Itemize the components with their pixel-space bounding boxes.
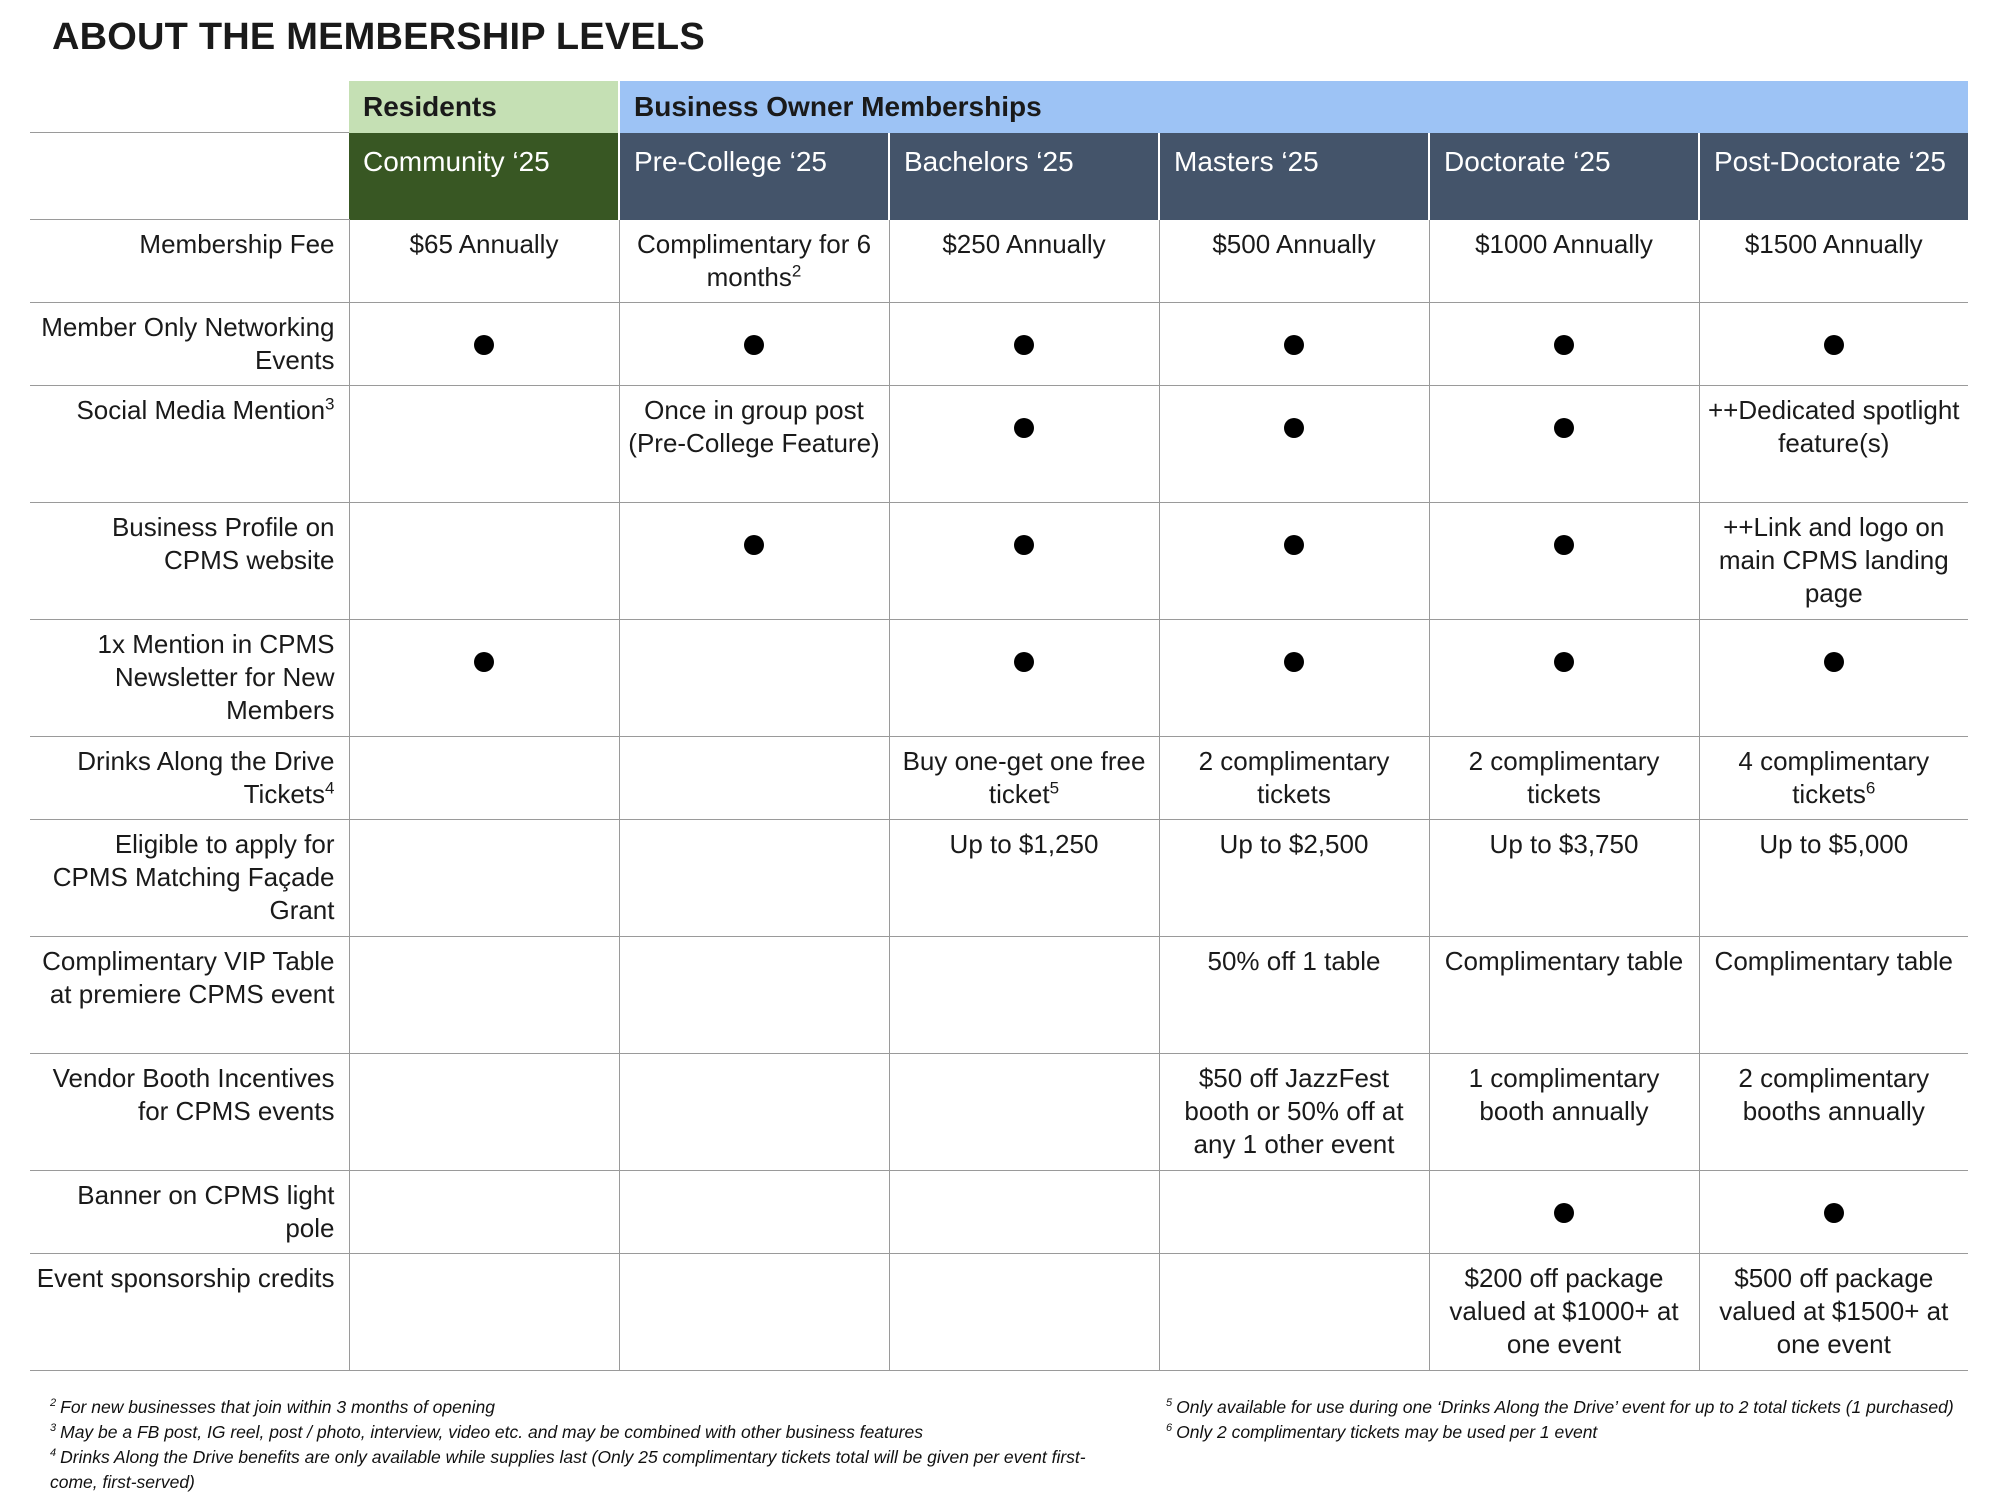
- grant-community: [349, 820, 619, 937]
- row-label: Banner on CPMS light pole: [30, 1171, 349, 1254]
- membership-table: [30, 81, 1968, 1371]
- vendor-masters: $50 off JazzFest booth or 50% off at any 1 other event: [1159, 1054, 1429, 1171]
- footnotes-right: [1166, 1395, 1956, 1445]
- fee-post-doctorate: $1500 Annually: [1699, 220, 1968, 303]
- banner-community: [349, 1171, 619, 1254]
- bullet-dot: [1824, 335, 1844, 355]
- tier-doctorate: Doctorate ‘25: [1429, 133, 1699, 220]
- bullet-dot: [1284, 418, 1304, 438]
- bullet-dot: [474, 652, 494, 672]
- bullet-dot: [1284, 535, 1304, 555]
- vip-masters: 50% off 1 table: [1159, 937, 1429, 1054]
- row-label: Vendor Booth Incentives for CPMS events: [30, 1054, 349, 1171]
- tier-header-row: [30, 133, 1968, 220]
- fee-pre-college: Complimentary for 6 months$^2$: [619, 220, 889, 303]
- tier-bachelors: Bachelors ‘25: [889, 133, 1159, 220]
- footnote: $^3$ May be a FB post, IG reel, post / photo, interview, video etc. and may be combined with other business features: [50, 1422, 923, 1442]
- newsletter-pre-college: [619, 620, 889, 737]
- tier-masters: Masters ‘25: [1159, 133, 1429, 220]
- row-label: Social Media Mention$^3$: [30, 386, 349, 503]
- drinks-post-doctorate: 4 complimentary tickets$^6$: [1699, 737, 1968, 820]
- drinks-bachelors: Buy one-get one free ticket$^5$: [889, 737, 1159, 820]
- row-label: Drinks Along the Drive Tickets$^4$: [30, 737, 349, 820]
- bullet-dot: [1284, 652, 1304, 672]
- sponsorship-community: [349, 1254, 619, 1371]
- bullet-dot: [1554, 1203, 1574, 1223]
- sponsorship-doctorate: $200 off package valued at $1000+ at one event: [1429, 1254, 1699, 1371]
- footnote: $^6$ Only 2 complimentary tickets may be used per 1 event: [1166, 1422, 1598, 1442]
- grant-masters: Up to $2,500: [1159, 820, 1429, 937]
- networking-pre-college: [619, 303, 889, 386]
- networking-masters: [1159, 303, 1429, 386]
- bullet-dot: [1554, 335, 1574, 355]
- bullet-dot: [1284, 335, 1304, 355]
- footnote: $^4$ Drinks Along the Drive benefits are only available while supplies last (Only 25 complimentary tickets total will be given per event first-come, first-served): [50, 1447, 1086, 1492]
- grant-pre-college: [619, 820, 889, 937]
- bullet-dot: [744, 535, 764, 555]
- profile-pre-college: [619, 503, 889, 620]
- tier-pre-college: Pre-College ‘25: [619, 133, 889, 220]
- social-post-doctorate: ++Dedicated spotlight feature(s): [1699, 386, 1968, 503]
- newsletter-bachelors: [889, 620, 1159, 737]
- networking-community: [349, 303, 619, 386]
- grant-post-doctorate: Up to $5,000: [1699, 820, 1968, 937]
- networking-bachelors: [889, 303, 1159, 386]
- row-vendor-booth: [30, 1054, 1968, 1171]
- newsletter-doctorate: [1429, 620, 1699, 737]
- bullet-dot: [1824, 652, 1844, 672]
- newsletter-masters: [1159, 620, 1429, 737]
- grant-bachelors: Up to $1,250: [889, 820, 1159, 937]
- drinks-doctorate: 2 complimentary tickets: [1429, 737, 1699, 820]
- sponsorship-bachelors: [889, 1254, 1159, 1371]
- social-doctorate: [1429, 386, 1699, 503]
- vendor-community: [349, 1054, 619, 1171]
- row-facade-grant: [30, 820, 1968, 937]
- vip-bachelors: [889, 937, 1159, 1054]
- profile-bachelors: [889, 503, 1159, 620]
- footnotes-left: [50, 1395, 1130, 1495]
- row-label: Complimentary VIP Table at premiere CPMS event: [30, 937, 349, 1054]
- sponsorship-post-doctorate: $500 off package valued at $1500+ at one event: [1699, 1254, 1968, 1371]
- row-label: Eligible to apply for CPMS Matching Façade Grant: [30, 820, 349, 937]
- social-masters: [1159, 386, 1429, 503]
- social-pre-college: Once in group post (Pre-College Feature): [619, 386, 889, 503]
- row-banner: [30, 1171, 1968, 1254]
- social-bachelors: [889, 386, 1159, 503]
- banner-doctorate: [1429, 1171, 1699, 1254]
- row-membership-fee: [30, 220, 1968, 303]
- footnote-ref: 3: [325, 394, 335, 414]
- newsletter-community: [349, 620, 619, 737]
- tier-post-doctorate: Post-Doctorate ‘25: [1699, 133, 1968, 220]
- vip-doctorate: Complimentary table: [1429, 937, 1699, 1054]
- fee-community: $65 Annually: [349, 220, 619, 303]
- group-header-row: [30, 81, 1968, 133]
- banner-pre-college: [619, 1171, 889, 1254]
- networking-doctorate: [1429, 303, 1699, 386]
- bullet-dot: [474, 335, 494, 355]
- vip-post-doctorate: Complimentary table: [1699, 937, 1968, 1054]
- bullet-dot: [1554, 535, 1574, 555]
- group-business-owner: Business Owner Memberships: [619, 81, 1968, 133]
- fee-doctorate: $1000 Annually: [1429, 220, 1699, 303]
- row-label: Member Only Networking Events: [30, 303, 349, 386]
- bullet-dot: [744, 335, 764, 355]
- banner-masters: [1159, 1171, 1429, 1254]
- footnote: $^2$ For new businesses that join within 3 months of opening: [50, 1397, 495, 1417]
- group-residents: Residents: [349, 81, 619, 133]
- row-newsletter: [30, 620, 1968, 737]
- bullet-dot: [1824, 1203, 1844, 1223]
- page-title: ABOUT THE MEMBERSHIP LEVELS: [52, 16, 705, 58]
- sponsorship-pre-college: [619, 1254, 889, 1371]
- bullet-dot: [1014, 418, 1034, 438]
- row-label: Event sponsorship credits: [30, 1254, 349, 1371]
- banner-post-doctorate: [1699, 1171, 1968, 1254]
- drinks-community: [349, 737, 619, 820]
- bullet-dot: [1014, 652, 1034, 672]
- bullet-dot: [1014, 335, 1034, 355]
- group-header-empty: [30, 81, 349, 133]
- row-vip-table: [30, 937, 1968, 1054]
- vendor-post-doctorate: 2 complimentary booths annually: [1699, 1054, 1968, 1171]
- row-social-media: [30, 386, 1968, 503]
- bullet-dot: [1554, 652, 1574, 672]
- footnote-ref: 6: [1865, 778, 1876, 798]
- profile-community: [349, 503, 619, 620]
- row-drinks-tickets: [30, 737, 1968, 820]
- profile-masters: [1159, 503, 1429, 620]
- banner-bachelors: [889, 1171, 1159, 1254]
- footnote-ref: 2: [791, 260, 802, 280]
- footnote: $^5$ Only available for use during one ‘Drinks Along the Drive’ event for up to 2 total tickets (1 purchased): [1166, 1397, 1954, 1417]
- fee-bachelors: $250 Annually: [889, 220, 1159, 303]
- row-business-profile: [30, 503, 1968, 620]
- vip-community: [349, 937, 619, 1054]
- social-community: [349, 386, 619, 503]
- footnote-ref: 4: [325, 778, 335, 798]
- row-label: Membership Fee: [30, 220, 349, 303]
- newsletter-post-doctorate: [1699, 620, 1968, 737]
- row-label: Business Profile on CPMS website: [30, 503, 349, 620]
- fee-masters: $500 Annually: [1159, 220, 1429, 303]
- profile-doctorate: [1429, 503, 1699, 620]
- profile-post-doctorate: ++Link and logo on main CPMS landing page: [1699, 503, 1968, 620]
- footnote-ref: 5: [1049, 778, 1060, 798]
- vip-pre-college: [619, 937, 889, 1054]
- tier-community: Community ‘25: [349, 133, 619, 220]
- bullet-dot: [1554, 418, 1574, 438]
- vendor-pre-college: [619, 1054, 889, 1171]
- vendor-bachelors: [889, 1054, 1159, 1171]
- row-label: 1x Mention in CPMS Newsletter for New Members: [30, 620, 349, 737]
- bullet-dot: [1014, 535, 1034, 555]
- grant-doctorate: Up to $3,750: [1429, 820, 1699, 937]
- sponsorship-masters: [1159, 1254, 1429, 1371]
- drinks-pre-college: [619, 737, 889, 820]
- row-sponsorship-credits: [30, 1254, 1968, 1371]
- row-networking: [30, 303, 1968, 386]
- tier-header-empty: [30, 133, 349, 220]
- vendor-doctorate: 1 complimentary booth annually: [1429, 1054, 1699, 1171]
- networking-post-doctorate: [1699, 303, 1968, 386]
- drinks-masters: 2 complimentary tickets: [1159, 737, 1429, 820]
